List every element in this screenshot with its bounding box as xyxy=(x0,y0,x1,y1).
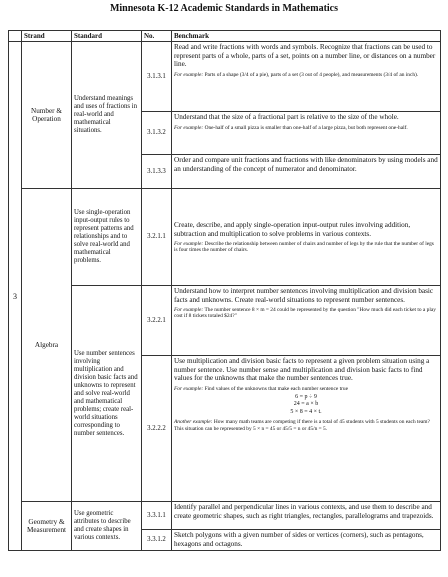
standard-cell: Use number sentences involving multiplication and division basic facts and unknowns to represent and solve real-world and mathematical problems; create real-world situations corresponding to number sentences. xyxy=(72,286,142,502)
table-row xyxy=(9,502,441,530)
header-standard: Standard xyxy=(72,31,142,42)
standard-cell: Use geometric attributes to describe and create shapes in various contexts. xyxy=(72,502,142,551)
example-body: How many math teams are competing if there is a total of 45 students with 5 students on each team? This situation can be represented by 5 × n = 45 or 45/5 = n or 45/n = 5. xyxy=(174,419,430,432)
table-row xyxy=(9,189,441,286)
benchmark-cell xyxy=(172,286,441,356)
benchmark-cell xyxy=(172,356,441,502)
benchmark-number: 3.2.1.1 xyxy=(142,189,172,286)
benchmark-text: Read and write fractions with words and symbols. Recognize that fractions can be used to represent parts of a whole, parts of a set, points on a number line, or distances on a number line. xyxy=(174,43,436,69)
example-label: For example: xyxy=(174,385,204,392)
benchmark-number: 3.1.3.1 xyxy=(142,42,172,112)
example-text xyxy=(174,419,438,431)
equation: 6 = p ÷ 9 xyxy=(295,393,317,400)
example-label: Another example: xyxy=(174,419,213,426)
example-text xyxy=(174,72,438,78)
equation: 5 × 8 = 4 × t. xyxy=(290,408,322,415)
example-text xyxy=(174,125,438,131)
example-body: The number sentence 8 × m = 24 could be represented by the question "How much did each ticket to a play cost if 8 tickets totaled $24?" xyxy=(174,307,436,320)
benchmark-text: Sketch polygons with a given number of sides or vertices (corners), such as pentagons, hexagons and octagons. xyxy=(174,531,424,548)
benchmark-number: 3.1.3.2 xyxy=(142,112,172,155)
benchmark-cell xyxy=(172,189,441,286)
example-label: For example: xyxy=(174,307,204,314)
benchmark-number: 3.2.2.1 xyxy=(142,286,172,356)
benchmark-cell xyxy=(172,502,441,530)
example-label: For example: xyxy=(174,124,204,131)
benchmark-text: Use multiplication and division basic facts to represent a given problem situation using a number sentence. Use number sense and multiplication and division basic facts to find values for the unknowns that make the number sentences true. xyxy=(174,357,430,383)
benchmark-number: 3.1.3.3 xyxy=(142,155,172,189)
example-text xyxy=(174,307,438,319)
equation-list xyxy=(174,394,438,417)
standard-cell: Use single-operation input-output rules to represent patterns and relationships and to solve real-world and mathematical problems. xyxy=(72,189,142,286)
benchmark-number: 3.2.2.2 xyxy=(142,356,172,502)
benchmark-cell xyxy=(172,155,441,189)
example-text xyxy=(174,386,438,392)
strand-cell: Geometry & Measurement xyxy=(22,502,72,551)
header-strand: Strand xyxy=(22,31,72,42)
example-body: Describe the relationship between number of chairs and number of legs by the rule that the number of legs is four times the number of chairs. xyxy=(174,241,434,254)
header-no: No. xyxy=(142,31,172,42)
header-grade xyxy=(9,31,22,42)
header-benchmark: Benchmark xyxy=(172,31,441,42)
strand-cell: Number & Operation xyxy=(22,42,72,189)
example-label: For example: xyxy=(174,241,204,248)
benchmark-number: 3.3.1.1 xyxy=(142,502,172,530)
benchmark-number: 3.3.1.2 xyxy=(142,530,172,551)
benchmark-text: Create, describe, and apply single-operation input-output rules involving addition, subtraction and multiplication to solve problems in various contexts. xyxy=(174,221,411,238)
benchmark-cell xyxy=(172,530,441,551)
benchmark-text: Understand that the size of a fractional part is relative to the size of the whole. xyxy=(174,113,399,122)
benchmark-text: Identify parallel and perpendicular lines in various contexts, and use them to describe and create geometric shapes, such as right triangles, rectangles, parallelograms and trapezoids. xyxy=(174,503,434,520)
benchmark-cell xyxy=(172,112,441,155)
table-row xyxy=(9,42,441,112)
standard-cell: Understand meanings and uses of fractions in real-world and mathematical situations. xyxy=(72,42,142,189)
benchmark-text: Order and compare unit fractions and fractions with like denominators by using models and an understanding of the concept of numerator and denominator. xyxy=(174,156,438,173)
example-body: Parts of a shape (3/4 of a pie), parts of a set (3 out of 4 people), and measurements (3/4 of an inch). xyxy=(204,71,419,78)
table-row xyxy=(9,286,441,356)
benchmark-text: Understand how to interpret number sentences involving multiplication and division basic facts and unknowns. Create real-world situations to represent number sentences. xyxy=(174,287,434,304)
benchmark-cell xyxy=(172,42,441,112)
equation: 24 = a × b xyxy=(293,401,319,408)
header-row xyxy=(9,31,441,42)
page-title: Minnesota K-12 Academic Standards in Mathematics xyxy=(109,3,339,14)
grade-cell: 3 xyxy=(9,42,22,551)
example-body: Find values of the unknowns that make each number sentence true xyxy=(204,385,348,392)
example-body: One-half of a small pizza is smaller than one-half of a large pizza, but both represent one-half. xyxy=(204,124,408,131)
example-text xyxy=(174,241,438,253)
standards-table xyxy=(8,30,441,551)
example-label: For example: xyxy=(174,71,204,78)
strand-cell: Algebra xyxy=(22,189,72,502)
